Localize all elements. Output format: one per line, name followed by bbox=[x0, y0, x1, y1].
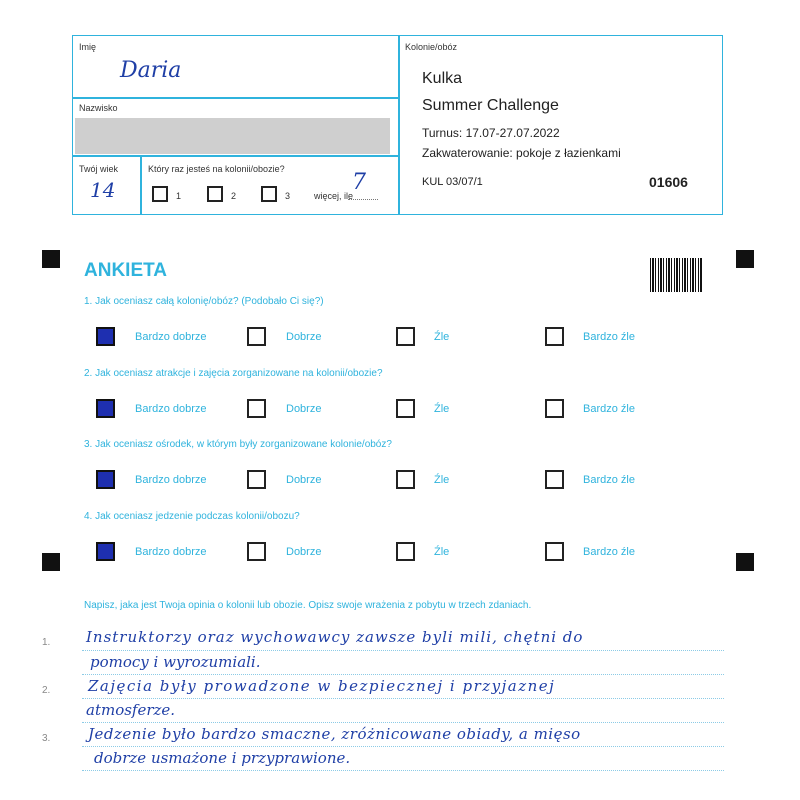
redacted-surname bbox=[75, 118, 390, 154]
answer-line-1[interactable]: Instruktorzy oraz wychowawcy zawsze byli mili, chętni do bbox=[86, 628, 584, 646]
q1-good-checkbox[interactable] bbox=[247, 327, 266, 346]
answer-line bbox=[82, 746, 724, 747]
q2-bad-label: Źle bbox=[434, 403, 450, 415]
line-number-1: 1. bbox=[42, 637, 51, 648]
answer-line-4[interactable]: atmosferze. bbox=[86, 701, 176, 719]
answer-line-6[interactable]: dobrze usmażone i przyprawione. bbox=[94, 749, 351, 767]
camp-label: Kolonie/obóz bbox=[405, 42, 458, 52]
q1-very-good-label: Bardzo dobrze bbox=[135, 331, 207, 343]
q4-bad-checkbox[interactable] bbox=[396, 542, 415, 561]
answer-line-2[interactable]: pomocy i wyrozumiali. bbox=[90, 653, 261, 671]
q1-bad-checkbox[interactable] bbox=[396, 327, 415, 346]
q3-good-label: Dobrze bbox=[286, 474, 322, 486]
q4-very-good-checkbox[interactable] bbox=[96, 542, 115, 561]
q4-very-bad-label: Bardzo źle bbox=[583, 546, 635, 558]
question-3: 3. Jak oceniasz ośrodek, w którym były zorganizowane kolonie/obóz? bbox=[84, 439, 392, 450]
line-number-3: 3. bbox=[42, 733, 51, 744]
camp-code: KUL 03/07/1 bbox=[422, 176, 483, 188]
answer-line bbox=[82, 674, 724, 675]
q2-good-label: Dobrze bbox=[286, 403, 322, 415]
q3-bad-label: Źle bbox=[434, 474, 450, 486]
q3-very-good-checkbox[interactable] bbox=[96, 470, 115, 489]
q2-bad-checkbox[interactable] bbox=[396, 399, 415, 418]
age-label: Twój wiek bbox=[79, 164, 119, 174]
times-label: Który raz jesteś na kolonii/obozie? bbox=[148, 164, 285, 174]
q4-very-good-label: Bardzo dobrze bbox=[135, 546, 207, 558]
times-2-label: 2 bbox=[231, 191, 237, 201]
divider bbox=[140, 155, 142, 215]
times-3-checkbox[interactable] bbox=[261, 186, 277, 202]
registration-marker bbox=[42, 250, 60, 268]
divider bbox=[72, 97, 399, 99]
q2-very-bad-checkbox[interactable] bbox=[545, 399, 564, 418]
last-name-label: Nazwisko bbox=[79, 103, 118, 113]
answer-line-3[interactable]: Zajęcia były prowadzone w bezpiecznej i przyjaznej bbox=[88, 677, 556, 695]
accommodation: Zakwaterowanie: pokoje z łazienkami bbox=[422, 146, 621, 160]
q1-very-good-checkbox[interactable] bbox=[96, 327, 115, 346]
q2-very-good-checkbox[interactable] bbox=[96, 399, 115, 418]
q1-very-bad-checkbox[interactable] bbox=[545, 327, 564, 346]
registration-marker bbox=[42, 553, 60, 571]
divider bbox=[398, 35, 400, 215]
q4-very-bad-checkbox[interactable] bbox=[545, 542, 564, 561]
first-name-label: Imię bbox=[79, 42, 97, 52]
question-4: 4. Jak oceniasz jedzenie podczas kolonii/obozu? bbox=[84, 511, 300, 522]
times-more-label: więcej, ile bbox=[314, 191, 354, 201]
times-1-label: 1 bbox=[176, 191, 182, 201]
q1-very-bad-label: Bardzo źle bbox=[583, 331, 635, 343]
answer-line bbox=[82, 698, 724, 699]
answer-line bbox=[82, 650, 724, 651]
question-1: 1. Jak oceniasz całą kolonię/obóz? (Podobało Ci się?) bbox=[84, 296, 324, 307]
q3-very-good-label: Bardzo dobrze bbox=[135, 474, 207, 486]
camp-program: Summer Challenge bbox=[422, 97, 559, 114]
barcode bbox=[650, 258, 702, 292]
camp-name: Kulka bbox=[422, 70, 463, 87]
q3-bad-checkbox[interactable] bbox=[396, 470, 415, 489]
q2-very-bad-label: Bardzo źle bbox=[583, 403, 635, 415]
q4-good-label: Dobrze bbox=[286, 546, 322, 558]
q4-bad-label: Źle bbox=[434, 546, 450, 558]
answer-line bbox=[82, 722, 724, 723]
answer-line bbox=[82, 770, 724, 771]
q3-very-bad-label: Bardzo źle bbox=[583, 474, 635, 486]
answer-line-5[interactable]: Jedzenie było bardzo smaczne, zróżnicowane obiady, a mięso bbox=[88, 725, 581, 743]
q2-good-checkbox[interactable] bbox=[247, 399, 266, 418]
first-name-value[interactable]: Daria bbox=[120, 58, 182, 83]
turnus: Turnus: 17.07-27.07.2022 bbox=[422, 126, 560, 140]
times-more-value[interactable]: 7 bbox=[352, 170, 366, 195]
q4-good-checkbox[interactable] bbox=[247, 542, 266, 561]
divider bbox=[72, 155, 399, 157]
registration-marker bbox=[736, 553, 754, 571]
q3-good-checkbox[interactable] bbox=[247, 470, 266, 489]
times-more-line bbox=[348, 199, 378, 200]
form-number: 01606 bbox=[649, 174, 688, 190]
q1-good-label: Dobrze bbox=[286, 331, 322, 343]
age-value[interactable]: 14 bbox=[90, 178, 116, 202]
survey-title: ANKIETA bbox=[84, 260, 168, 281]
question-2: 2. Jak oceniasz atrakcje i zajęcia zorganizowane na kolonii/obozie? bbox=[84, 368, 383, 379]
q3-very-bad-checkbox[interactable] bbox=[545, 470, 564, 489]
opinion-prompt: Napisz, jaka jest Twoja opinia o kolonii lub obozie. Opisz swoje wrażenia z pobytu w trzech zdaniach. bbox=[84, 600, 532, 611]
times-2-checkbox[interactable] bbox=[207, 186, 223, 202]
line-number-2: 2. bbox=[42, 685, 51, 696]
times-3-label: 3 bbox=[285, 191, 291, 201]
q1-bad-label: Źle bbox=[434, 331, 450, 343]
registration-marker bbox=[736, 250, 754, 268]
times-1-checkbox[interactable] bbox=[152, 186, 168, 202]
q2-very-good-label: Bardzo dobrze bbox=[135, 403, 207, 415]
